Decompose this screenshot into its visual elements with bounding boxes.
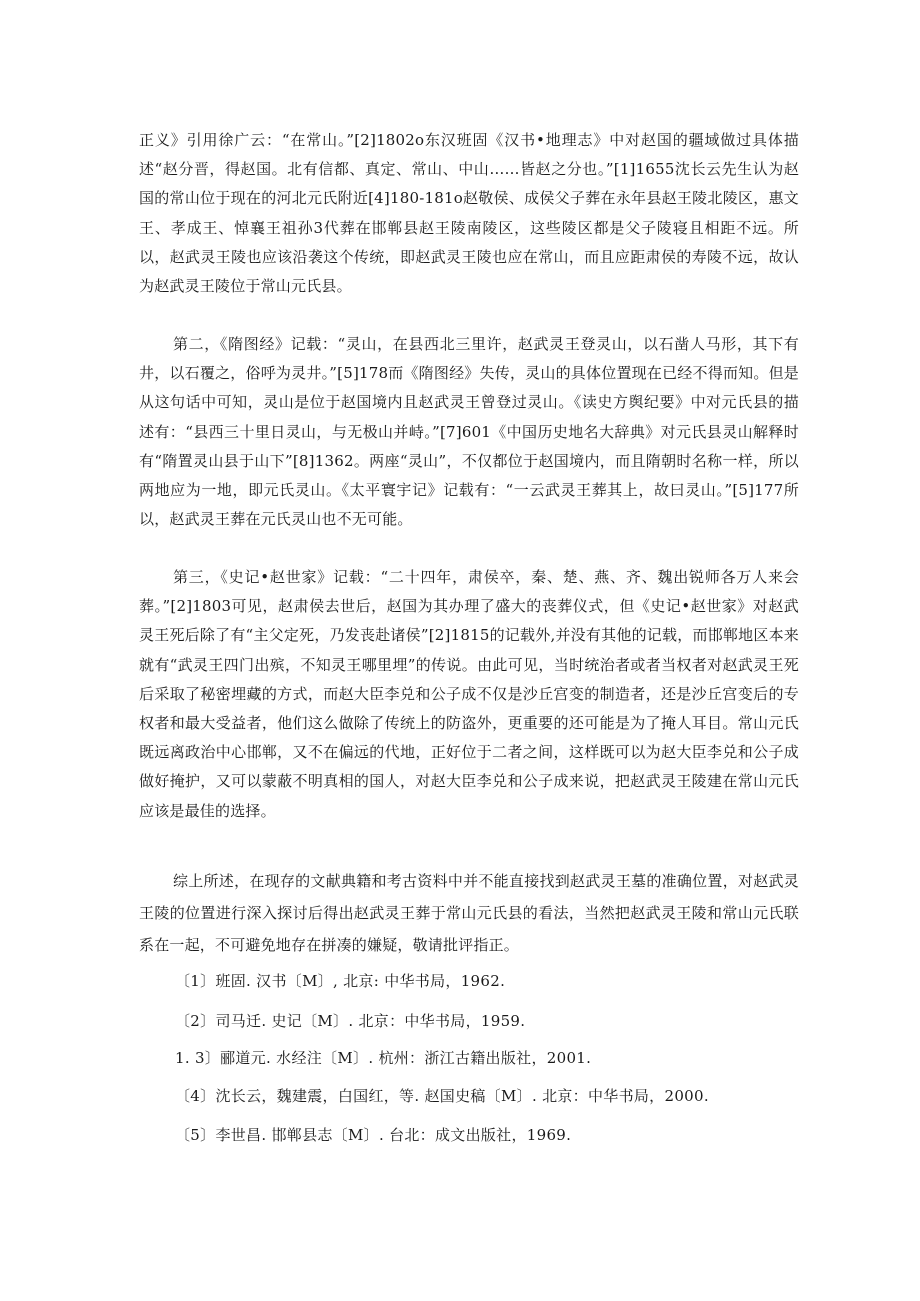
- body-paragraph-4: 综上所述，在现存的文献典籍和考古资料中并不能直接找到赵武灵王墓的准确位置，对赵武灵王陵的位置进行深入探讨后得出赵武灵王葬于常山元氏县的看法，当然把赵武灵王陵和常山元氏联系在一起，不可避免地存在拼凑的嫌疑，敬请批评指正。: [139, 872, 799, 954]
- reference-item-4: 〔4〕沈长云，魏建震，白国红，等. 赵国史稿〔M〕. 北京：中华书局，2000.: [175, 1087, 709, 1105]
- reference-item-3: 1. 3〕郦道元. 水经注〔M〕. 杭州：浙江古籍出版社，2001.: [175, 1049, 592, 1067]
- body-paragraph-1: 正义》引用徐广云：“在常山。”[2]1802o东汉班固《汉书•地理志》中对赵国的疆域做过具体描述“赵分晋，得赵国。北有信都、真定、常山、中山……皆赵之分也。”[1]1655沈长云先生认为赵国的常山位于现在的河北元氏附近[4]180-181o赵敬侯、成侯父子葬在永年县赵王陵北陵区，惠文王、孝成王、悼襄王祖孙3代葬在邯郸县赵王陵南陵区，这些陵区都是父子陵寝且相距不远。所以，赵武灵王陵也应该沿袭这个传统，即赵武灵王陵也应在常山，而且应距肃侯的寿陵不远，故认为赵武灵王陵位于常山元氏县。: [139, 131, 799, 296]
- reference-item-5: 〔5〕李世昌. 邯郸县志〔M〕. 台北：成文出版社，1969.: [175, 1126, 572, 1144]
- body-paragraph-3: 第三，《史记•赵世家》记载：“二十四年，肃侯卒，秦、楚、燕、齐、魏出锐师各万人来会葬。”[2]1803可见，赵肃侯去世后，赵国为其办理了盛大的丧葬仪式，但《史记•赵世家》对赵武灵王死后除了有“主父定死，乃发丧赴诸侯”[2]1815的记载外,并没有其他的记载，而邯郸地区本来就有“武灵王四门出殡，不知灵王哪里埋”的传说。由此可见，当时统治者或者当权者对赵武灵王死后采取了秘密埋藏的方式，而赵大臣李兑和公子成不仅是沙丘宫变的制造者，还是沙丘宫变后的专权者和最大受益者，他们这么做除了传统上的防盗外，更重要的还可能是为了掩人耳目。常山元氏既远离政治中心邯郸，又不在偏远的代地，正好位于二者之间，这样既可以为赵大臣李兑和公子成做好掩护，又可以蒙蔽不明真相的国人，对赵大臣李兑和公子成来说，把赵武灵王陵建在常山元氏应该是最佳的选择。: [139, 568, 799, 820]
- reference-item-1: 〔1〕班固. 汉书〔M〕, 北京: 中华书局，1962.: [175, 972, 506, 990]
- body-paragraph-2: 第二，《隋图经》记载：“灵山，在县西北三里许，赵武灵王登灵山，以石凿人马形，其下有井，以石覆之，俗呼为灵井。”[5]178而《隋图经》失传，灵山的具体位置现在已经不得而知。但是从这句话中可知，灵山是位于赵国境内且赵武灵王曾登过灵山。《读史方舆纪要》中对元氏县的描述有：“县西三十里日灵山，与无极山并峙。”[7]601《中国历史地名大辞典》对元氏县灵山解释时有“隋置灵山县于山下”[8]1362。两座“灵山”，不仅都位于赵国境内，而且隋朝时名称一样，所以两地应为一地，即元氏灵山。《太平寰宇记》记载有：“一云武灵王葬其上，故曰灵山。”[5]177所以，赵武灵王葬在元氏灵山也不无可能。: [139, 335, 799, 529]
- reference-item-2: 〔2〕司马迁. 史记〔M〕. 北京：中华书局，1959.: [175, 1012, 526, 1030]
